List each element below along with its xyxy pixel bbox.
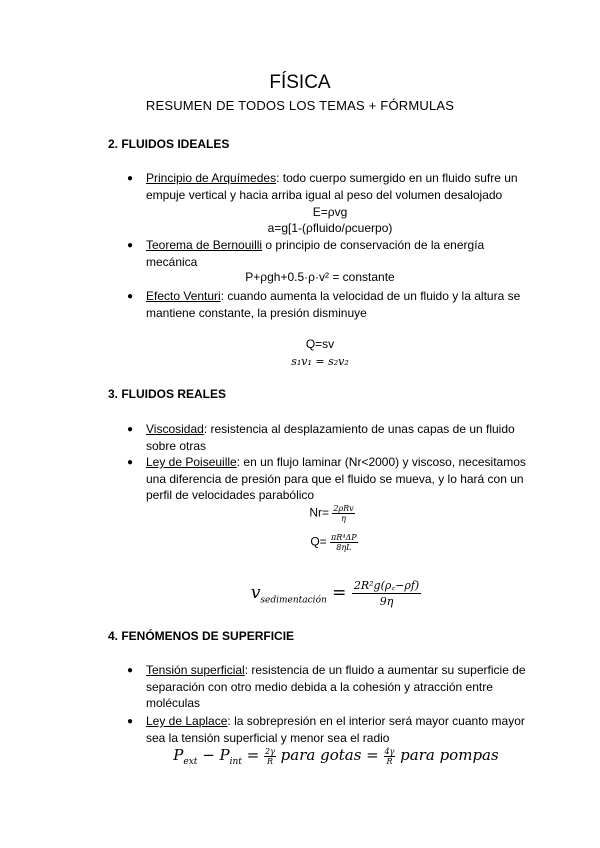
numerator: 2γ [265, 746, 275, 756]
p-ext: P [173, 746, 184, 764]
list-item [146, 454, 526, 504]
p-int: P [219, 746, 230, 764]
page-title: FÍSICA [269, 72, 331, 93]
equation-poiseuille [34, 533, 600, 552]
pompas-text: para pompas [395, 746, 499, 764]
bullet-icon: ● [127, 240, 134, 251]
equation-reynolds [32, 504, 600, 523]
bullet-icon: ● [127, 424, 134, 435]
numerator: πR⁴ΔP [331, 533, 357, 542]
item-text: : resistencia de un fluido a aumentar su superficie de separación con otro medio debida a la cohesión y atracción entre moléculas [146, 663, 526, 710]
eq1: = [241, 746, 265, 764]
equation-caudal: Q=sv [305, 337, 335, 351]
page-subtitle: RESUMEN DE TODOS LOS TEMAS + FÓRMULAS [145, 98, 455, 113]
section-heading-fluidos-reales: 3. FLUIDOS REALES [108, 387, 227, 401]
minus: − [197, 746, 220, 764]
numerator: 2ρRv [333, 504, 354, 513]
equation-empuje: E=ρvg [312, 205, 348, 219]
item-text: : la sobrepresión en el interior será mayor cuanto mayor sea la tensión superficial y menor sea el radio [146, 714, 525, 745]
equation-aceleracion: a=g[1-(ρfluido/ρcuerpo) [267, 221, 393, 235]
list-item [146, 421, 526, 454]
list-item [146, 288, 526, 321]
sed-eq: = [326, 583, 352, 603]
eq-label: Nr= [309, 505, 329, 520]
item-text: : cuando aumenta la velocidad de un fluido y la altura se mantiene constante, la presión disminuye [146, 289, 521, 320]
term-venturi: Efecto Venturi [146, 289, 221, 303]
section-heading-fenomenos-superficie: 4. FENÓMENOS DE SUPERFICIE [108, 629, 295, 643]
bullet-icon: ● [127, 716, 134, 727]
bullet-icon: ● [127, 291, 134, 302]
sed-sub: sedimentación [260, 595, 327, 606]
list-item [146, 170, 526, 203]
term-poiseuille: Ley de Poiseuille [146, 455, 237, 469]
term-bernouilli: Teorema de Bernouilli [146, 238, 263, 252]
denominator: R [266, 756, 273, 766]
list-item [146, 713, 526, 746]
bullet-icon: ● [127, 457, 134, 468]
sub-ext: ext [183, 757, 198, 767]
term-arquimedes: Principio de Arquímedes [146, 171, 277, 185]
item-text: : resistencia al desplazamiento de unas capas de un fluido sobre otras [146, 422, 515, 453]
sed-v: v [250, 583, 261, 603]
item-text: : en un flujo laminar (Nr<2000) y viscoso, necesitamos una diferencia de presión para que el fluido se mueva, y lo hará con un perfil de velocidades parabólico [146, 455, 526, 502]
sub-int: int [229, 757, 242, 767]
fraction [384, 747, 396, 766]
eq-label: Q= [310, 534, 327, 549]
denominator: η [341, 514, 346, 523]
bullet-icon: ● [127, 665, 134, 676]
item-text: o principio de conservación de la energía mecánica [146, 238, 485, 269]
term-laplace: Ley de Laplace [146, 714, 228, 728]
list-item [146, 662, 526, 712]
fraction [330, 533, 358, 552]
eq2: = [366, 746, 384, 764]
fraction [264, 747, 276, 766]
fraction [352, 578, 421, 609]
item-text: : todo cuerpo sumergido en un fluido sufre un empuje vertical y hacia arriba igual al peso del volumen desalojado [146, 171, 518, 202]
list-item [146, 237, 526, 270]
numerator: 2R²g(ρ꜀−ρf) [353, 579, 420, 592]
numerator: 4γ [384, 746, 395, 756]
section-heading-fluidos-ideales: 2. FLUIDOS IDEALES [108, 137, 230, 151]
term-tension-superficial: Tensión superficial [146, 663, 245, 677]
equation-sedimentacion [36, 578, 600, 609]
denominator: R [386, 756, 393, 766]
equation-laplace [36, 746, 600, 767]
bullet-icon: ● [127, 173, 134, 184]
term-viscosidad: Viscosidad [146, 422, 204, 436]
fraction [332, 504, 354, 523]
denominator: 9η [379, 595, 394, 608]
equation-continuidad: s₁v₁ = s₂v₂ [291, 355, 349, 368]
gotas-text: para gotas [275, 746, 367, 764]
denominator: 8ηL [336, 543, 352, 552]
equation-bernouilli: P+ρgh+0.5·ρ·v² = constante [245, 270, 395, 284]
